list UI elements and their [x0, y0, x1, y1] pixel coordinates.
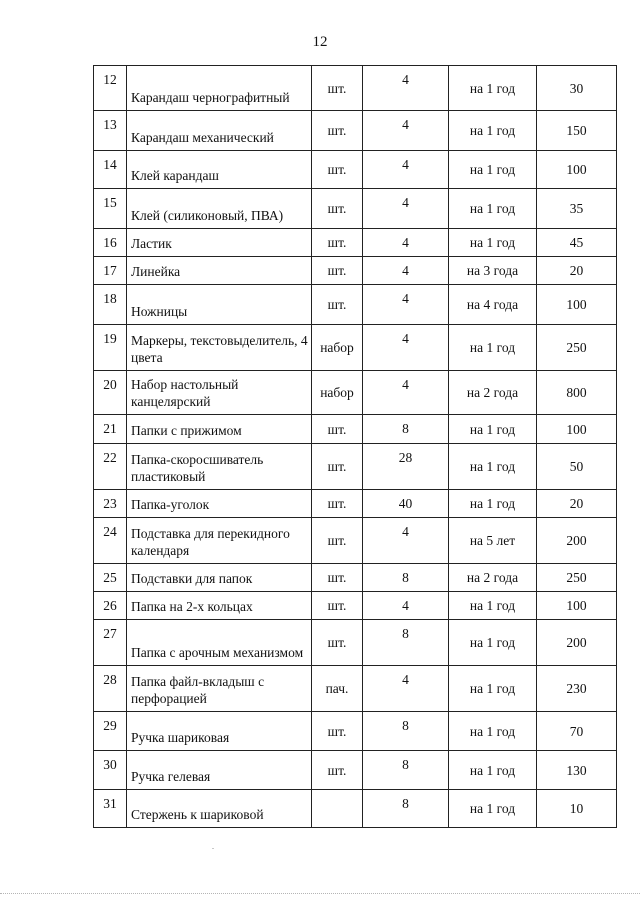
- item-price: 250: [537, 325, 617, 371]
- item-unit: шт.: [312, 592, 363, 620]
- table-row: [94, 189, 617, 229]
- item-unit: шт.: [312, 712, 363, 751]
- page-number: 12: [312, 34, 328, 50]
- item-unit: шт.: [312, 151, 363, 189]
- item-price: 45: [537, 229, 617, 257]
- item-quantity: 4: [363, 111, 449, 151]
- item-unit: шт.: [312, 111, 363, 151]
- item-price: 35: [537, 189, 617, 229]
- row-number: 23: [94, 490, 127, 518]
- item-unit: шт.: [312, 490, 363, 518]
- table-row: [94, 66, 617, 111]
- table-row: [94, 285, 617, 325]
- item-period: на 1 год: [449, 490, 537, 518]
- table-row: [94, 790, 617, 828]
- item-name: Стержень к шариковой: [127, 790, 312, 828]
- item-quantity: 4: [363, 229, 449, 257]
- item-unit: шт.: [312, 444, 363, 490]
- row-number: 31: [94, 790, 127, 828]
- item-unit: шт.: [312, 229, 363, 257]
- item-unit: шт.: [312, 257, 363, 285]
- item-period: на 1 год: [449, 66, 537, 111]
- item-quantity: 4: [363, 325, 449, 371]
- item-name: Ножницы: [127, 285, 312, 325]
- item-period: на 1 год: [449, 325, 537, 371]
- item-unit: шт.: [312, 189, 363, 229]
- row-number: 21: [94, 415, 127, 444]
- table-row: [94, 229, 617, 257]
- item-period: на 1 год: [449, 189, 537, 229]
- item-unit: набор: [312, 371, 363, 415]
- item-price: 800: [537, 371, 617, 415]
- table-row: [94, 592, 617, 620]
- item-quantity: 4: [363, 285, 449, 325]
- table-row: [94, 151, 617, 189]
- item-unit: шт.: [312, 564, 363, 592]
- row-number: 22: [94, 444, 127, 490]
- table-row: [94, 444, 617, 490]
- item-unit: [312, 790, 363, 828]
- item-quantity: 4: [363, 592, 449, 620]
- row-number: 28: [94, 666, 127, 712]
- item-name: Ручка гелевая: [127, 751, 312, 790]
- item-unit: шт.: [312, 285, 363, 325]
- item-price: 20: [537, 257, 617, 285]
- row-number: 24: [94, 518, 127, 564]
- item-name: Клей карандаш: [127, 151, 312, 189]
- item-quantity: 4: [363, 257, 449, 285]
- table-row: [94, 257, 617, 285]
- item-quantity: 8: [363, 415, 449, 444]
- item-name: Папка файл-вкладыш с перфорацией: [127, 666, 312, 712]
- item-name: Ручка шариковая: [127, 712, 312, 751]
- row-number: 20: [94, 371, 127, 415]
- item-price: 20: [537, 490, 617, 518]
- item-name: Карандаш чернографитный: [127, 66, 312, 111]
- item-quantity: 4: [363, 66, 449, 111]
- item-unit: шт.: [312, 415, 363, 444]
- item-period: на 5 лет: [449, 518, 537, 564]
- item-price: 50: [537, 444, 617, 490]
- item-name: Набор настольный канцелярский: [127, 371, 312, 415]
- row-number: 17: [94, 257, 127, 285]
- table-row: [94, 666, 617, 712]
- item-name: Папка-скоросшиватель пластиковый: [127, 444, 312, 490]
- table-body: [94, 66, 617, 828]
- table-row: [94, 620, 617, 666]
- table-row: [94, 490, 617, 518]
- supplies-table: [93, 65, 617, 828]
- row-number: 26: [94, 592, 127, 620]
- scan-speck: [212, 848, 214, 849]
- item-quantity: 8: [363, 620, 449, 666]
- item-quantity: 8: [363, 751, 449, 790]
- page-bottom-edge: [0, 893, 640, 894]
- item-period: на 1 год: [449, 751, 537, 790]
- table-row: [94, 564, 617, 592]
- row-number: 15: [94, 189, 127, 229]
- table-row: [94, 712, 617, 751]
- item-period: на 1 год: [449, 415, 537, 444]
- row-number: 12: [94, 66, 127, 111]
- item-name: Карандаш механический: [127, 111, 312, 151]
- item-quantity: 8: [363, 790, 449, 828]
- item-name: Маркеры, текстовыделитель, 4 цвета: [127, 325, 312, 371]
- item-price: 200: [537, 620, 617, 666]
- item-price: 100: [537, 592, 617, 620]
- item-period: на 1 год: [449, 712, 537, 751]
- item-price: 100: [537, 285, 617, 325]
- table-row: [94, 415, 617, 444]
- item-unit: пач.: [312, 666, 363, 712]
- item-unit: набор: [312, 325, 363, 371]
- item-price: 200: [537, 518, 617, 564]
- item-price: 130: [537, 751, 617, 790]
- item-quantity: 4: [363, 371, 449, 415]
- item-period: на 1 год: [449, 444, 537, 490]
- row-number: 18: [94, 285, 127, 325]
- row-number: 16: [94, 229, 127, 257]
- row-number: 14: [94, 151, 127, 189]
- item-quantity: 8: [363, 564, 449, 592]
- item-price: 100: [537, 151, 617, 189]
- table-row: [94, 371, 617, 415]
- item-name: Папка на 2-х кольцах: [127, 592, 312, 620]
- item-price: 70: [537, 712, 617, 751]
- item-quantity: 40: [363, 490, 449, 518]
- item-quantity: 8: [363, 712, 449, 751]
- item-period: на 4 года: [449, 285, 537, 325]
- item-name: Папка с арочным механизмом: [127, 620, 312, 666]
- item-name: Линейка: [127, 257, 312, 285]
- item-name: Подставки для папок: [127, 564, 312, 592]
- item-unit: шт.: [312, 751, 363, 790]
- item-name: Папка-уголок: [127, 490, 312, 518]
- row-number: 13: [94, 111, 127, 151]
- row-number: 29: [94, 712, 127, 751]
- item-price: 230: [537, 666, 617, 712]
- table-row: [94, 751, 617, 790]
- row-number: 19: [94, 325, 127, 371]
- item-quantity: 4: [363, 189, 449, 229]
- table-row: [94, 325, 617, 371]
- item-quantity: 28: [363, 444, 449, 490]
- item-period: на 2 года: [449, 371, 537, 415]
- item-period: на 3 года: [449, 257, 537, 285]
- item-price: 10: [537, 790, 617, 828]
- item-price: 100: [537, 415, 617, 444]
- item-price: 30: [537, 66, 617, 111]
- row-number: 25: [94, 564, 127, 592]
- item-name: Ластик: [127, 229, 312, 257]
- item-period: на 1 год: [449, 790, 537, 828]
- item-quantity: 4: [363, 666, 449, 712]
- table-row: [94, 111, 617, 151]
- item-unit: шт.: [312, 620, 363, 666]
- item-period: на 2 года: [449, 564, 537, 592]
- item-unit: шт.: [312, 518, 363, 564]
- item-price: 250: [537, 564, 617, 592]
- item-period: на 1 год: [449, 666, 537, 712]
- item-period: на 1 год: [449, 229, 537, 257]
- item-unit: шт.: [312, 66, 363, 111]
- item-period: на 1 год: [449, 111, 537, 151]
- item-quantity: 4: [363, 151, 449, 189]
- item-period: на 1 год: [449, 151, 537, 189]
- item-price: 150: [537, 111, 617, 151]
- item-quantity: 4: [363, 518, 449, 564]
- item-period: на 1 год: [449, 592, 537, 620]
- item-period: на 1 год: [449, 620, 537, 666]
- row-number: 30: [94, 751, 127, 790]
- item-name: Клей (силиконовый, ПВА): [127, 189, 312, 229]
- table-row: [94, 518, 617, 564]
- item-name: Папки с прижимом: [127, 415, 312, 444]
- item-name: Подставка для перекидного календаря: [127, 518, 312, 564]
- row-number: 27: [94, 620, 127, 666]
